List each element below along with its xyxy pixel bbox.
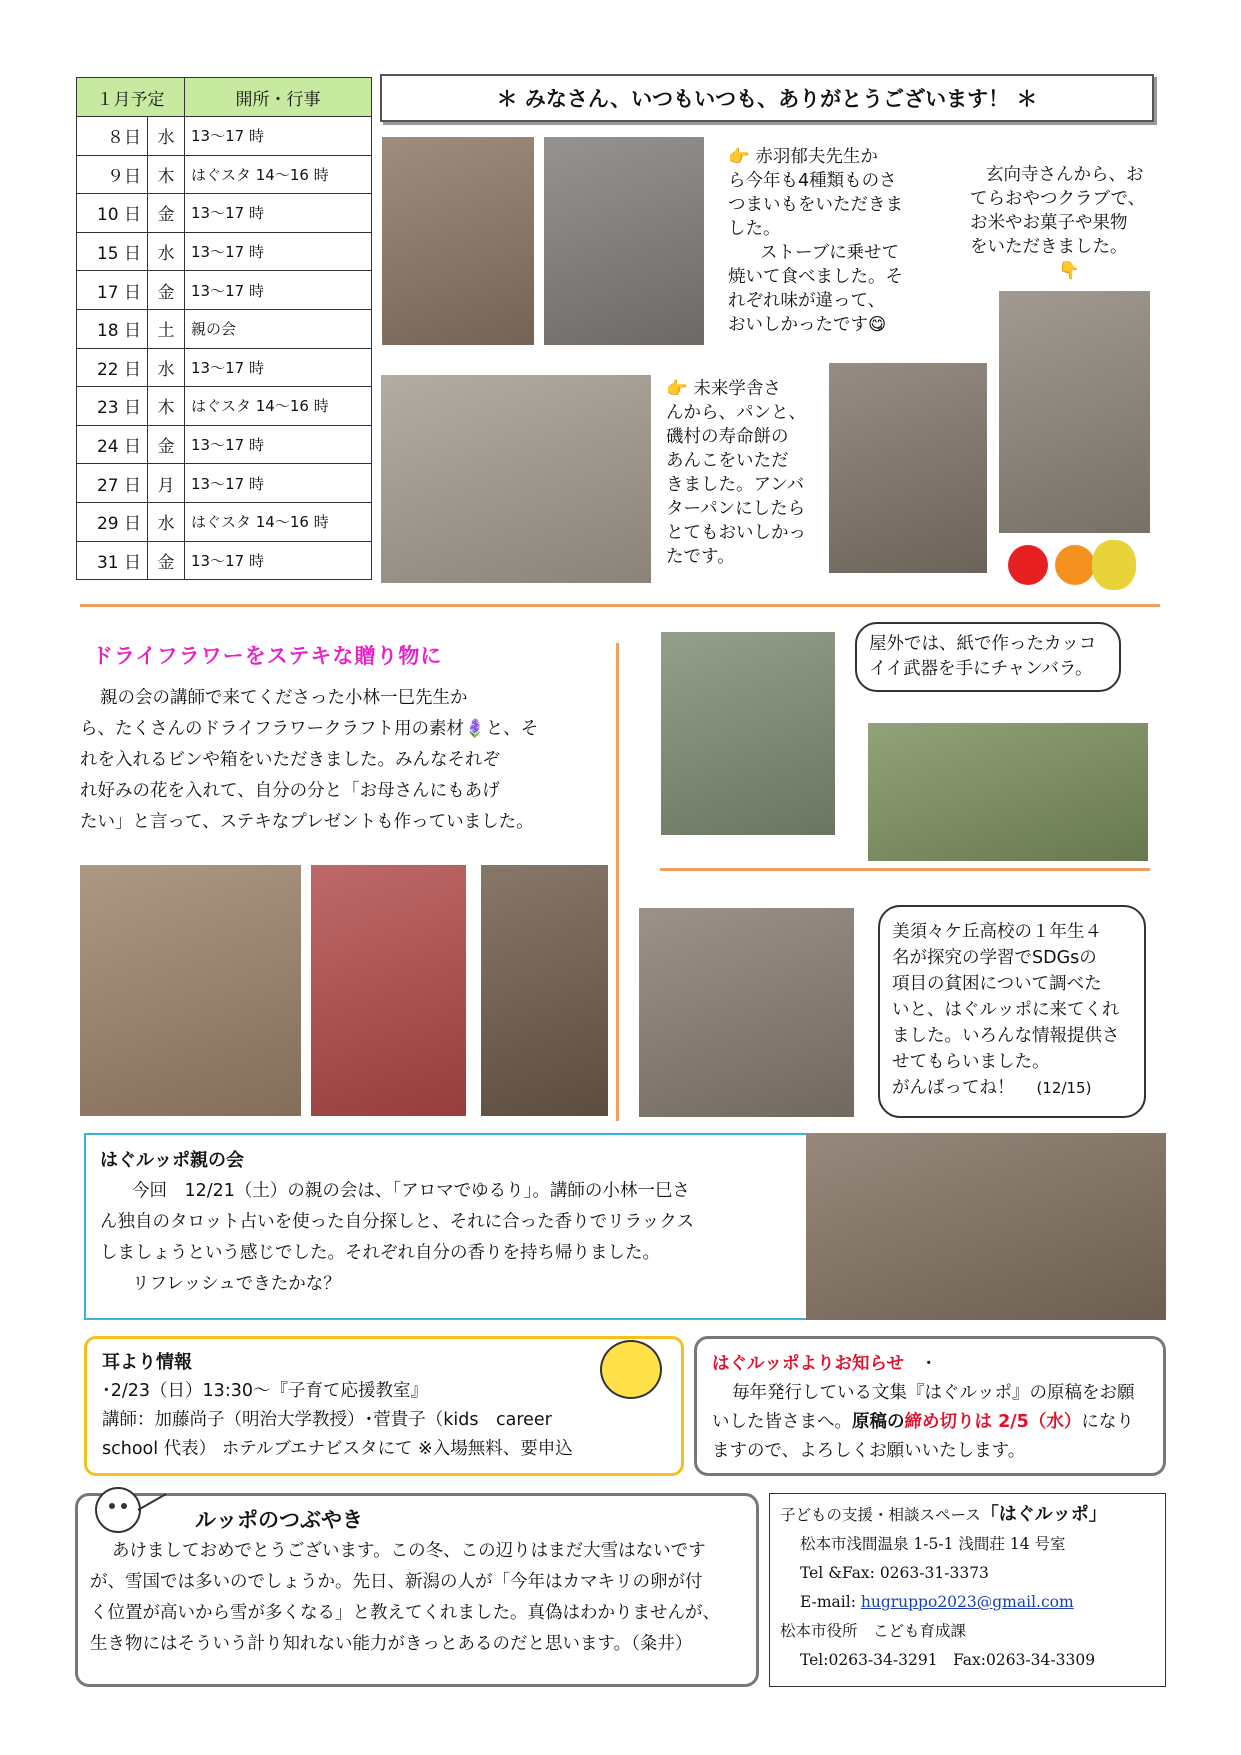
- text-line: ストーブに乗せて: [760, 243, 900, 263]
- photo-mirai-bread: [381, 375, 651, 583]
- photo-parents-meeting: [806, 1133, 1166, 1320]
- pineapple-icon: [1092, 540, 1136, 590]
- schedule-weekday: 土: [148, 309, 185, 348]
- schedule-event: 13～17 時: [185, 464, 372, 503]
- table-row: [77, 425, 372, 464]
- schedule-weekday: 木: [148, 155, 185, 194]
- dryflower-heading: ドライフラワーをステキな贈り物に: [92, 644, 443, 668]
- contact-text: [780, 1500, 1107, 1675]
- schedule-day: ９日: [77, 155, 148, 194]
- text-line: あんこをいただ: [666, 451, 789, 471]
- text-line: ら、たくさんのドライフラワークラフト用の素材🪻と、そ: [80, 719, 539, 739]
- photo-dryflower-box: [311, 865, 466, 1116]
- schedule-event: 13～17 時: [185, 425, 372, 464]
- mirai-text: [666, 377, 806, 569]
- text-line: 項目の貧困について調べた: [892, 974, 1102, 994]
- notice-title-dot: ・: [919, 1354, 938, 1374]
- photo-mirai-group: [829, 363, 987, 573]
- contact-tel: Tel &Fax: 0263-31-3373: [800, 1564, 989, 1582]
- deadline-text: 締め切りは 2/5（水）: [904, 1412, 1082, 1432]
- photo-stove-potatoes: [544, 137, 704, 345]
- text-line: 玄向寺さんから、お: [986, 165, 1144, 185]
- table-row: [77, 464, 372, 503]
- text-line: が、雪国では多いのでしょうか。先日、新潟の人が「今年はカマキリの卵が付: [90, 1572, 703, 1592]
- contact-city-tel: Tel:0263-34-3291 Fax:0263-34-3309: [800, 1651, 1096, 1669]
- photo-dryflower-kids: [80, 865, 301, 1116]
- text-line: 美須々ケ丘高校の１年生４: [892, 922, 1102, 942]
- schedule-weekday: 金: [148, 541, 185, 580]
- text-line: ターパンにしたら: [666, 499, 806, 519]
- text-line: 👉 未来学舎さ: [666, 379, 781, 399]
- schedule-day: 29 日: [77, 502, 148, 541]
- schedule-event: 13～17 時: [185, 117, 372, 156]
- text-line: れぞれ味が違って、: [728, 291, 886, 311]
- schedule-event: 13～17 時: [185, 541, 372, 580]
- text-line: いと、はぐルッポに来てくれ: [892, 1000, 1120, 1020]
- table-row: [77, 271, 372, 310]
- table-row: [77, 194, 372, 233]
- outdoor-divider: [660, 868, 1150, 871]
- text-line: になり: [1081, 1412, 1134, 1432]
- info-text: [102, 1348, 573, 1464]
- schedule-day: 22 日: [77, 348, 148, 387]
- mascot-icon: [88, 1480, 168, 1540]
- contact-email-label: E-mail:: [800, 1593, 856, 1611]
- photo-genkoji-gifts: [999, 291, 1150, 533]
- photo-outdoor-chanbara: [868, 723, 1148, 861]
- schedule-weekday: 水: [148, 232, 185, 271]
- text-line: 屋外では、紙で作ったカッコ: [869, 634, 1097, 654]
- text-line: く位置が高いから雪が多くなる」と教えてくれました。真偽はわかりませんが、: [90, 1603, 720, 1623]
- schedule-header-month: １月予定: [77, 78, 185, 117]
- schedule-day: 18 日: [77, 309, 148, 348]
- schedule-day: 10 日: [77, 194, 148, 233]
- text-line: 毎年発行している文集『はぐルッポ』の原稿をお願: [732, 1383, 1135, 1403]
- thanks-heading-box: [380, 74, 1154, 122]
- pointer-down-icon: 👇: [1058, 261, 1080, 281]
- text-line: ますので、よろしくお願いいたします。: [712, 1441, 1026, 1461]
- dryflower-text: [80, 683, 538, 838]
- chick-icon: [600, 1340, 662, 1399]
- schedule-event: はぐスタ 14～16 時: [185, 155, 372, 194]
- ruppo-text: [90, 1536, 720, 1660]
- schedule-day: ８日: [77, 117, 148, 156]
- schedule-weekday: 水: [148, 502, 185, 541]
- section-divider: [80, 604, 1160, 607]
- text-line: きました。アンバ: [666, 475, 805, 495]
- schedule-day: 24 日: [77, 425, 148, 464]
- schedule-event: 13～17 時: [185, 271, 372, 310]
- notice-text: [712, 1350, 1135, 1466]
- schedule-header: [77, 78, 372, 117]
- text-line: イイ武器を手にチャンバラ。: [869, 659, 1093, 679]
- schedule-event: 13～17 時: [185, 232, 372, 271]
- notice-title: はぐルッポよりお知らせ: [712, 1354, 904, 1374]
- parents-title: はぐルッポ親の会: [100, 1150, 244, 1171]
- contact-org-prefix: 子どもの支援・相談スペース: [780, 1506, 981, 1524]
- info-title: 耳より情報: [102, 1352, 192, 1373]
- ruppo-title: ルッポのつぶやき: [195, 1508, 363, 1532]
- text-line: おいしかったです😋: [728, 315, 887, 335]
- schedule-day: 31 日: [77, 541, 148, 580]
- genkoji-text: [970, 163, 1145, 283]
- photo-dryflower-bottles: [481, 865, 608, 1116]
- text-line: リフレッシュできたかな？: [132, 1274, 341, 1294]
- text-line: 焼いて食べました。そ: [728, 267, 903, 287]
- text-line: ら今年も4種類ものさ: [728, 171, 897, 191]
- schedule-header-event: 開所・行事: [185, 78, 372, 117]
- akabane-text: [728, 145, 903, 337]
- table-row: [77, 541, 372, 580]
- text-line: 原稿の: [852, 1412, 905, 1432]
- schedule-day: 27 日: [77, 464, 148, 503]
- text-line: つまいもをいただきま: [728, 195, 903, 215]
- orange-icon: [1055, 545, 1095, 585]
- table-row: [77, 232, 372, 271]
- text-line: しましょうという感じでした。それぞれ自分の香りを持ち帰りました。: [100, 1243, 660, 1263]
- contact-address: 松本市浅間温泉 1-5-1 浅間荘 14 号室: [800, 1535, 1066, 1553]
- schedule-weekday: 金: [148, 194, 185, 233]
- text-line: 名が探究の学習でSDGsの: [892, 948, 1097, 968]
- schedule-table: [76, 77, 372, 580]
- schedule-event: 13～17 時: [185, 348, 372, 387]
- table-row: [77, 309, 372, 348]
- parents-text: [100, 1145, 694, 1300]
- text-line: school 代表） ホテルブエナビスタにて ※入場無料、要申込: [102, 1439, 573, 1459]
- table-row: [77, 387, 372, 426]
- table-row: [77, 117, 372, 156]
- text-line: あけましておめでとうございます。この冬、この辺りはまだ大雪はないです: [112, 1541, 706, 1561]
- apple-icon: [1008, 545, 1048, 585]
- outdoor-bubble: [855, 622, 1121, 692]
- text-line: 生き物にはそういう計り知れない能力がきっとあるのだと思います。（粂井）: [90, 1634, 693, 1654]
- contact-city: 松本市役所 こども育成課: [780, 1622, 967, 1640]
- table-row: [77, 348, 372, 387]
- text-line: 講師：加藤尚子（明治大学教授）･菅貴子（kids career: [102, 1410, 552, 1430]
- text-line: をいただきました。: [970, 237, 1128, 257]
- table-row: [77, 502, 372, 541]
- text-line: んから、パンと、: [666, 403, 806, 423]
- schedule-weekday: 木: [148, 387, 185, 426]
- text-line: たい」と言って、ステキなプレゼントも作っていました。: [80, 812, 534, 832]
- table-row: [77, 155, 372, 194]
- text-line: れを入れるビンや箱をいただきました。みんなそれぞ: [80, 750, 500, 770]
- photo-outdoor-kid: [661, 632, 835, 835]
- schedule-event: 親の会: [185, 309, 372, 348]
- text-line: 磯村の寿命餅の: [666, 427, 789, 447]
- schedule-weekday: 金: [148, 425, 185, 464]
- text-line: れ好みの花を入れて、自分の分と「お母さんにもあげ: [80, 781, 500, 801]
- thanks-heading: ＊ みなさん、いつもいつも、ありがとうございます！ ＊: [496, 87, 1038, 111]
- schedule-weekday: 金: [148, 271, 185, 310]
- photo-students: [639, 908, 854, 1117]
- text-line: せてもらいました。: [892, 1052, 1050, 1072]
- schedule-event: はぐスタ 14～16 時: [185, 502, 372, 541]
- students-bubble: [878, 905, 1146, 1118]
- text-line: 今回 12/21（土）の親の会は、「アロマでゆるり」。講師の小林一巳さ: [132, 1181, 690, 1201]
- email-link[interactable]: hugruppo2023@gmail.com: [860, 1593, 1074, 1611]
- schedule-day: 23 日: [77, 387, 148, 426]
- schedule-weekday: 水: [148, 117, 185, 156]
- schedule-day: 15 日: [77, 232, 148, 271]
- text-line: てらおやつクラブで、: [970, 189, 1146, 209]
- schedule-weekday: 月: [148, 464, 185, 503]
- text-line: ん独自のタロット占いを使った自分探しと、それに合った香りでリラックス: [100, 1212, 695, 1232]
- schedule-event: 13～17 時: [185, 194, 372, 233]
- column-divider: [616, 643, 619, 1121]
- text-line: とてもおいしかっ: [666, 523, 806, 543]
- photo-sweet-potato-donor: [382, 137, 534, 345]
- text-line: いした皆さまへ。: [712, 1412, 852, 1432]
- text-line: ･2/23（日）13:30～『子育て応援教室』: [102, 1381, 428, 1401]
- text-line: した。: [728, 219, 781, 239]
- text-line: お米やお菓子や果物: [970, 213, 1128, 233]
- schedule-weekday: 水: [148, 348, 185, 387]
- text-line: 親の会の講師で来てくださった小林一巳先生か: [100, 688, 468, 708]
- schedule-event: はぐスタ 14～16 時: [185, 387, 372, 426]
- students-date: (12/15): [1036, 1079, 1092, 1097]
- text-line: ました。いろんな情報提供さ: [892, 1026, 1120, 1046]
- text-line: 👉 赤羽郁夫先生か: [728, 147, 878, 167]
- contact-org-name: 「はぐルッポ」: [980, 1504, 1107, 1525]
- schedule-day: 17 日: [77, 271, 148, 310]
- text-line: たです。: [666, 547, 735, 567]
- text-line: がんばってね！: [892, 1078, 1015, 1098]
